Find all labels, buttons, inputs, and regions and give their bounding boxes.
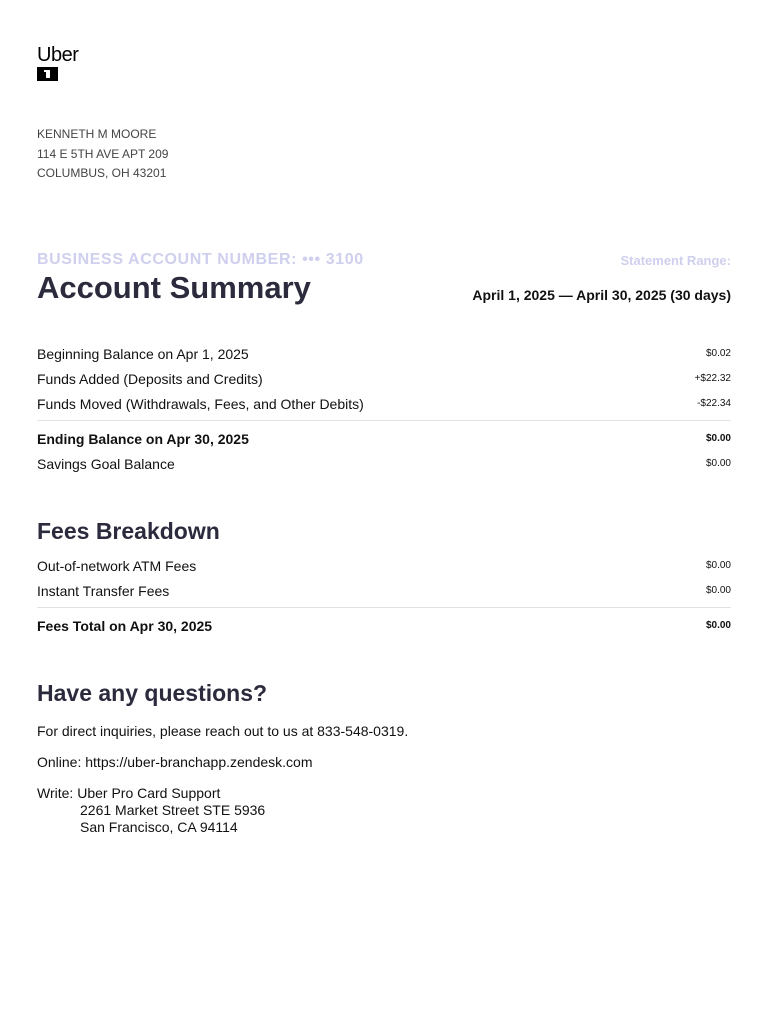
recipient-name: KENNETH M MOORE (37, 127, 157, 141)
row-label: Out-of-network ATM Fees (37, 557, 197, 574)
write-name: Uber Pro Card Support (77, 785, 221, 801)
write-street: 2261 Market Street STE 5936 (80, 802, 266, 818)
account-number: BUSINESS ACCOUNT NUMBER: ••• 3100 (37, 251, 364, 268)
uber-logo (37, 46, 78, 81)
write-city: San Francisco, CA 94114 (80, 819, 238, 835)
summary-row-funds-moved (37, 391, 731, 416)
fees-divider (37, 607, 731, 608)
phone-contact: For direct inquiries, please reach out to us at 833-548-0319. (37, 723, 409, 739)
row-amount: $0.00 (705, 585, 731, 596)
row-label: Ending Balance on Apr 30, 2025 (37, 430, 249, 447)
fees-row-total (37, 613, 731, 638)
row-label: Funds Added (Deposits and Credits) (37, 370, 263, 387)
row-label: Savings Goal Balance (37, 455, 175, 472)
recipient-street: 114 E 5TH AVE APT 209 (37, 146, 169, 161)
write-label: Write: (37, 785, 74, 801)
summary-row-savings-goal (37, 451, 731, 476)
fees-row-atm (37, 553, 731, 578)
fees-row-instant-transfer (37, 578, 731, 603)
statement-range-label: Statement Range: (620, 253, 731, 268)
questions-title: Have any questions? (37, 680, 268, 706)
summary-row-ending-balance (37, 426, 731, 451)
summary-divider (37, 420, 731, 421)
row-label: Instant Transfer Fees (37, 582, 170, 599)
row-amount: $0.00 (705, 560, 731, 571)
statement-page (37, 0, 731, 1024)
row-label: Funds Moved (Withdrawals, Fees, and Other Debits) (37, 395, 364, 412)
online-contact: Online: https://uber-branchapp.zendesk.com (37, 754, 313, 770)
summary-row-funds-added (37, 366, 731, 391)
statement-range: April 1, 2025 — April 30, 2025 (30 days) (472, 287, 731, 303)
account-summary-table (37, 341, 731, 476)
mailing-address (37, 785, 265, 836)
uber-pro-card-icon (37, 67, 58, 81)
row-amount: +$22.32 (694, 373, 731, 384)
row-label: Beginning Balance on Apr 1, 2025 (37, 345, 249, 362)
uber-wordmark: Uber (37, 44, 79, 66)
recipient-city: COLUMBUS, OH 43201 (37, 166, 167, 180)
row-label: Fees Total on Apr 30, 2025 (37, 617, 213, 634)
page-title: Account Summary (37, 270, 311, 305)
fees-table (37, 553, 731, 638)
summary-row-beginning (37, 341, 731, 366)
row-amount: $0.00 (705, 433, 731, 444)
recipient-address (37, 125, 168, 184)
row-amount: -$22.34 (697, 398, 731, 409)
fees-breakdown-title: Fees Breakdown (37, 518, 220, 544)
row-amount: $0.02 (705, 348, 731, 359)
row-amount: $0.00 (705, 620, 731, 631)
row-amount: $0.00 (705, 458, 731, 469)
